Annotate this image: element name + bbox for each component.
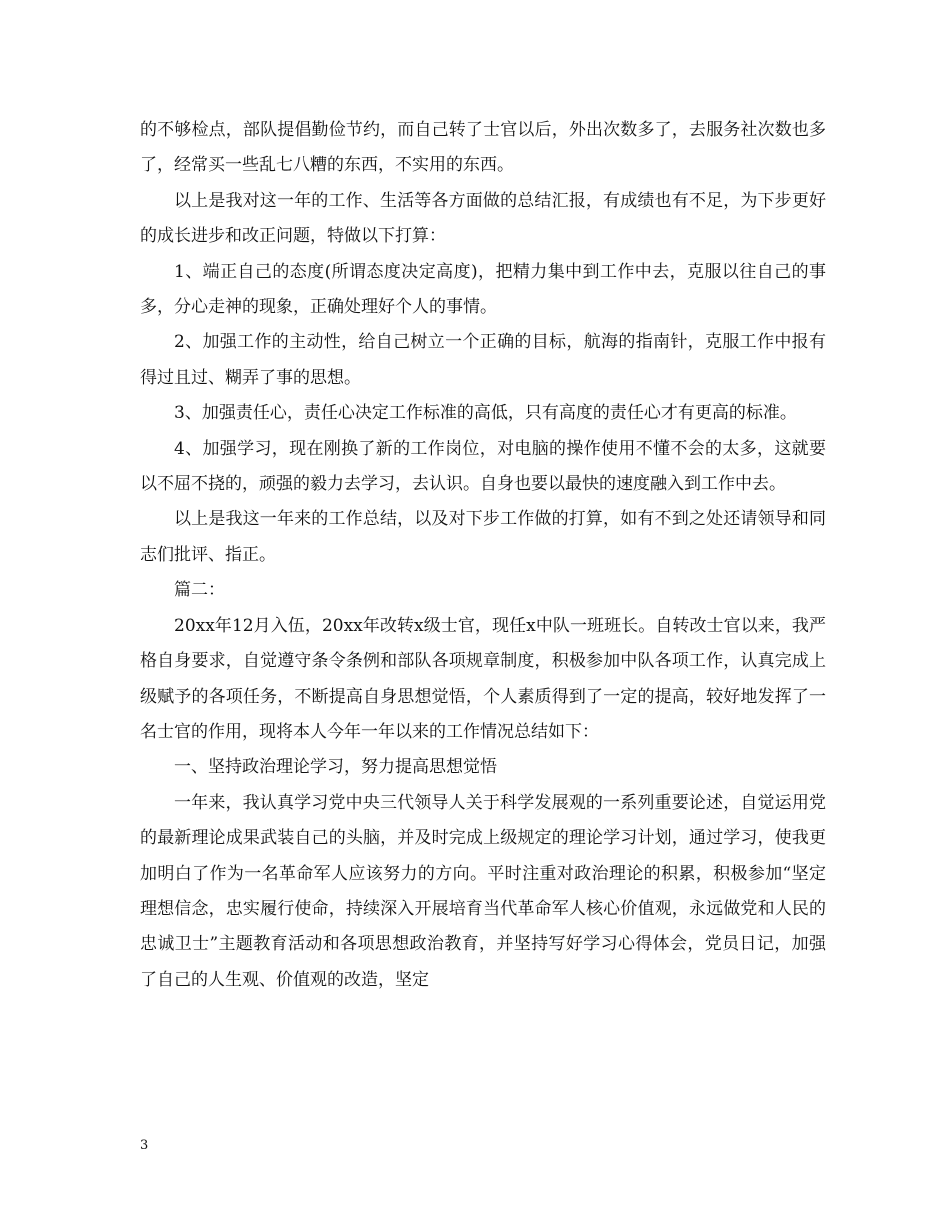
paragraph-plan-item-3: 3、加强责任心，责任心决定工作标准的高低，只有高度的责任心才有更高的标准。: [174, 403, 797, 424]
paragraph-political-study: 一年来，我认真学习党中央三代领导人关于科学发展观的一系列重要论述，自觉运用党的最新理论成果武装自己的头脑，并及时完成上级规定的理论学习计划，通过学习，使我更加明白了作为一名革命军人应该努力的方向。平时注重对政治理论的积累，积极参加“坚定理想信念，忠实履行使命，持续深入开展培育当代革命军人核心价值观，永远做党和人民的忠诚卫士”主题教育活动和各项思想政治教育，并坚持写好学习心得体会，党员日记，加强了自己的人生观、价值观的改造，坚定: [140, 792, 826, 990]
paragraph-continuation: 的不够检点，部队提倡勤俭节约，而自己转了士官以后，外出次数多了，去服务社次数也多了，经常买一些乱七八糟的东西，不实用的东西。: [140, 120, 826, 176]
page-number: 3: [140, 1138, 149, 1153]
paragraph-closing: 以上是我这一年来的工作总结，以及对下步工作做的打算，如有不到之处还请领导和同志们批评、指正。: [140, 509, 826, 565]
paragraph-plan-item-4: 4、加强学习，现在刚换了新的工作岗位，对电脑的操作使用不懂不会的太多，这就要以不屈不挠的，顽强的毅力去学习，去认识。自身也要以最快的速度融入到工作中去。: [140, 438, 826, 495]
body-text: [140, 113, 826, 998]
paragraph-part-two-intro: 20xx年12月入伍，20xx年改转x级士官，现任x中队一班班长。自转改士官以来，我严格自身要求，自觉遵守条令条例和部队各项规章制度，积极参加中队各项工作，认真完成上级赋予的各项任务，不断提高自身思想觉悟，个人素质得到了一定的提高，较好地发挥了一名士官的作用，现将本人今年一年以来的工作情况总结如下：: [140, 615, 826, 742]
section-heading-part-two: 篇二：: [174, 580, 225, 601]
paragraph-plan-item-2: 2、加强工作的主动性，给自己树立一个正确的目标，航海的指南针，克服工作中报有得过且过、糊弄了事的思想。: [140, 332, 826, 388]
paragraph-plan-item-1: 1、端正自己的态度(所谓态度决定高度)，把精力集中到工作中去，克服以往自己的事多，分心走神的现象，正确处理好个人的事情。: [140, 261, 826, 318]
section-heading-political-study: 一、坚持政治理论学习，努力提高思想觉悟: [174, 757, 497, 778]
paragraph-summary-intro: 以上是我对这一年的工作、生活等各方面做的总结汇报，有成绩也有不足，为下步更好的成长进步和改正问题，特做以下打算：: [140, 190, 826, 247]
